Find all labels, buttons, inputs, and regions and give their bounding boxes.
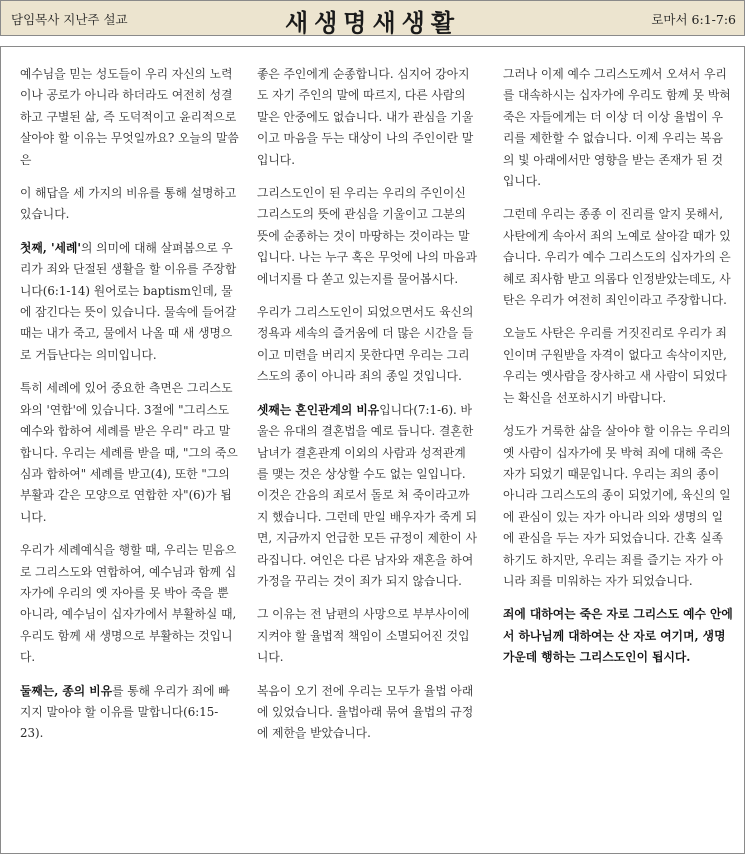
paragraph-text: 죄에 대하여는 죽은 자로 그리스도 예수 안에서 하나님께 대하여는 산 자로 여기며, 생명 가운데 행하는 그리스도인이 됩시다. <box>503 607 733 665</box>
sermon-title: 새생명새생활 <box>284 8 461 37</box>
paragraph-text: 복음이 오기 전에 우리는 모두가 율법 아래에 있었습니다. 율법아래 묶여 율법의 규정에 제한을 받았습니다. <box>257 683 474 741</box>
paragraph-text: 그런데 우리는 종종 이 진리를 알지 못해서, 사탄에게 속아서 죄의 노예로 살아갈 때가 있습니다. 우리가 예수 그리스도의 십자가의 은혜로 죄사함 받고 의롭다 인정받았는데도, 사탄은 우리가 여전히 죄인이라고 주장합니다. <box>503 207 731 308</box>
paragraph <box>503 64 733 192</box>
paragraph <box>20 64 240 171</box>
paragraph-text: 그러나 이제 예수 그리스도께서 오셔서 우리를 대속하시는 십자가에 우리도 함께 못 박혀 죽은 자들에게는 더 이상 더 이상 율법이 우리를 제한할 수 없습니다. 이제 우리는 복음의 빛 아래에서만 영향을 받는 존재가 된 것입니다. <box>503 67 731 189</box>
paragraph <box>503 204 733 311</box>
paragraph-text: 를 통해 우리가 죄에 빠지지 말아야 할 이유를 말합니다(6:15-23). <box>20 683 230 741</box>
paragraph-text: 좋은 주인에게 순종합니다. 심지어 강아지도 자기 주인의 말에 따르지, 다른 사람의 말은 안중에도 없습니다. 내가 관심을 기울이고 마음을 두는 대상이 나의 주인이란 말입니다. <box>257 67 474 167</box>
paragraph <box>257 400 477 593</box>
paragraph <box>503 323 733 409</box>
paragraph <box>20 681 240 745</box>
paragraph-text: 우리가 세례예식을 행할 때, 우리는 믿음으로 그리스도와 연합하여, 예수님과 함께 십자가에 우리의 옛 자아를 못 박아 죽을 뿐 아니라, 예수님이 십자가에서 부활하실 때, 우리도 함께 새 생명으로 부활하는 것입니다. <box>20 543 237 665</box>
paragraph <box>257 604 477 668</box>
paragraph-text: 성도가 거룩한 삶을 살아야 할 이유는 우리의 옛 사람이 십자가에 못 박혀 죄에 대해 죽은 자가 되었기 때문입니다. 우리는 죄의 종이 아니라 그리스도의 종이 되었기에, 육신의 일에 관심이 있는 자가 아니라 의와 생명의 일에 관심을 두는 자가 되었습니다. 간혹 실족하기도 하지만, 우리는 죄를 즐기는 자가 아니라 죄를 미워하는 자가 되었습니다. <box>503 424 731 588</box>
paragraph <box>257 302 477 388</box>
paragraph <box>503 421 733 592</box>
paragraph <box>257 183 477 290</box>
paragraph <box>503 604 733 668</box>
paragraph-text: 입니다(7:1-6). 바울은 유대의 결혼법을 예로 듭니다. 결혼한 남녀가 결혼관계 이외의 사람과 성적관계를 맺는 것은 상상할 수도 없는 일입니다. 이것은 간음의 죄로서 돌로 쳐 죽이라고까지 했습니다. 그런데 만일 배우자가 죽게 되면, 지금까지 언급한 모든 규정이 제한이 사라집니다. 여인은 다른 남자와 재혼을 하여 가정을 꾸리는 것이 죄가 되지 않습니다. <box>257 402 477 588</box>
paragraph-text: 특히 세례에 있어 중요한 측면은 그리스도와의 '연합'에 있습니다. 3절에 "그리스도 예수와 합하여 세례를 받은 우리" 라고 말합니다. 우리는 세례를 받을 때, "그의 죽으심과 합하여" 세례를 받고(4), 또한 "그의 부활과 같은 모양으로 연합한 자"(6)가 됩니다. <box>20 381 238 524</box>
paragraph-text: 이 해답을 세 가지의 비유를 통해 설명하고 있습니다. <box>20 186 237 222</box>
paragraph-text: 예수님을 믿는 성도들이 우리 자신의 노력이나 공로가 아니라 하더라도 여전히 성결하고 구별된 삶, 즉 도덕적이고 윤리적으로 살아야 할 이유는 무엇일까요? 오늘의 말씀은 <box>20 67 239 167</box>
paragraph-text: 오늘도 사탄은 우리를 거짓진리로 우리가 죄인이며 구원받을 자격이 없다고 속삭이지만, 우리는 옛사람을 장사하고 새 사람이 되었다는 확신을 선포하시기 바랍니다. <box>503 326 727 405</box>
paragraph <box>20 183 240 226</box>
column-3 <box>503 64 733 681</box>
sermon-header <box>0 0 745 36</box>
column-1 <box>20 64 240 757</box>
paragraph <box>20 378 240 528</box>
paragraph <box>20 238 240 366</box>
header-label: 담임목사 지난주 설교 <box>11 12 128 27</box>
paragraph-lead: 셋째는 혼인관계의 비유 <box>257 402 380 417</box>
paragraph-text: 우리가 그리스도인이 되었으면서도 육신의 정욕과 세속의 즐거움에 더 많은 시간을 들이고 미련을 버리지 못한다면 우리는 그리스도의 종이 아니라 죄의 종일 것입니다. <box>257 305 474 384</box>
paragraph <box>257 64 477 171</box>
scripture-reference: 로마서 6:1-7:6 <box>651 12 736 27</box>
paragraph <box>257 681 477 745</box>
paragraph-text: 그 이유는 전 남편의 사망으로 부부사이에 지켜야 할 율법적 책임이 소멸되어진 것입니다. <box>257 607 470 665</box>
paragraph-lead: 첫째, '세례' <box>20 240 82 255</box>
paragraph <box>20 540 240 668</box>
paragraph-lead: 둘째는, 종의 비유 <box>20 683 113 698</box>
paragraph-text: 그리스도인이 된 우리는 우리의 주인이신 그리스도의 뜻에 관심을 기울이고 그분의 뜻에 순종하는 것이 마땅하는 것이라는 말입니다. 나는 누구 혹은 무엇에 나의 마음과 에너지를 다 쏟고 있는지를 물어봅시다. <box>257 186 477 286</box>
paragraph-text: 의 의미에 대해 살펴봄으로 우리가 죄와 단절된 생활을 할 이유를 주장합니다(6:1-14) 원어로는 baptism인데, 물에 잠긴다는 뜻이 있습니다. 물속에 들어갈 때는 내가 죽고, 물에서 나올 때 새 생명으로 거듭난다는 의미입니다. <box>20 240 237 362</box>
column-2 <box>257 64 477 757</box>
